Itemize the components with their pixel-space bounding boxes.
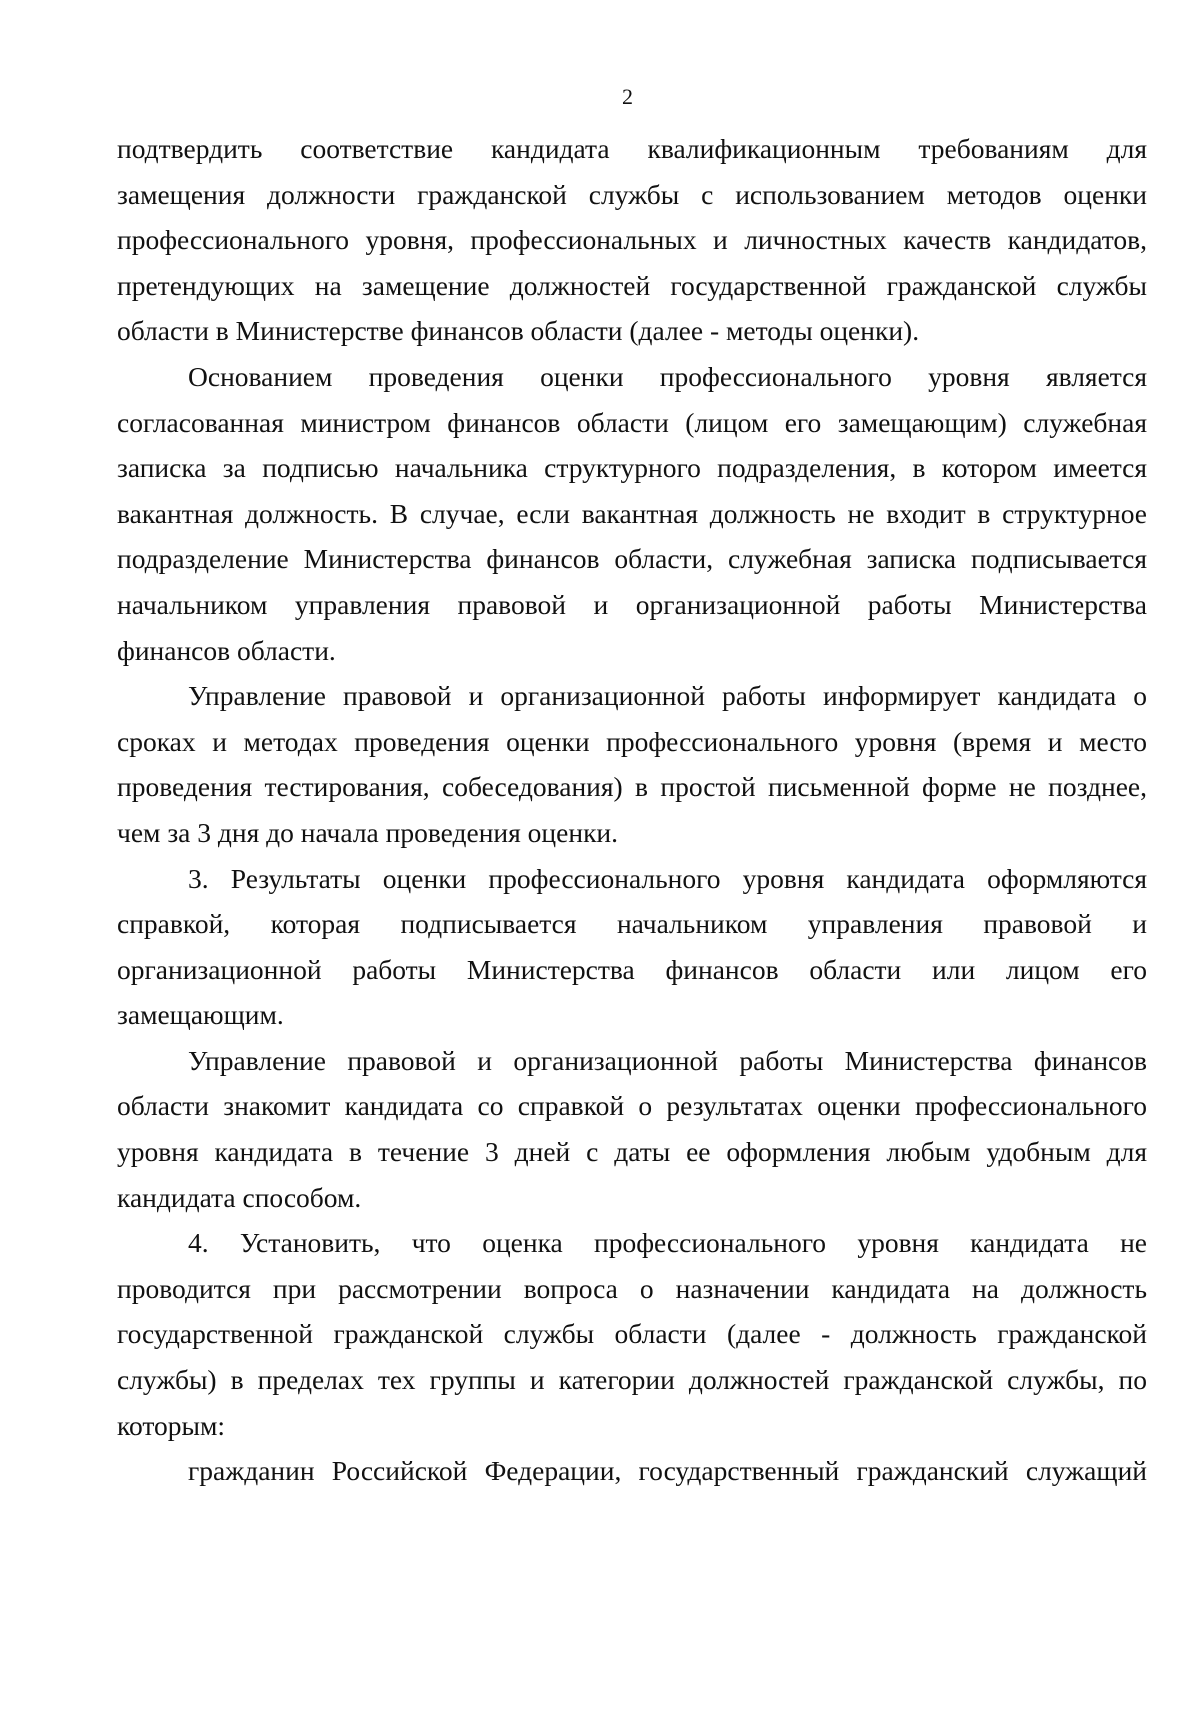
paragraph-continuation: [117, 126, 1147, 354]
paragraph-basis: [117, 354, 1147, 673]
text-line: службы) в пределах тех группы и категории должностей гражданской службы, по: [117, 1364, 1147, 1396]
text-line: финансов области.: [117, 634, 336, 666]
text-line: уровня кандидата в течение 3 дней с даты ее оформления любым удобным для: [117, 1136, 1147, 1168]
text-line: области знакомит кандидата со справкой о результатах оценки профессионального: [117, 1090, 1147, 1122]
text-line: проведения тестирования, собеседования) в простой письменной форме не позднее,: [117, 771, 1147, 803]
text-line: сроках и методах проведения оценки профессионального уровня (время и место: [117, 725, 1147, 757]
text-line: профессионального уровня, профессиональных и личностных качеств кандидатов,: [117, 224, 1147, 256]
text-line: кандидата способом.: [117, 1181, 362, 1213]
text-line: 4. Установить, что оценка профессионального уровня кандидата не: [188, 1227, 1147, 1259]
paragraph-notification: [117, 673, 1147, 855]
text-line: 3. Результаты оценки профессионального уровня кандидата оформляются: [188, 862, 1147, 894]
document-body: [117, 126, 1147, 1494]
text-line: чем за 3 дня до начала проведения оценки.: [117, 816, 619, 848]
paragraph-item-3: [117, 856, 1147, 1038]
paragraph-item-4: [117, 1220, 1147, 1448]
page-number: 2: [622, 84, 633, 109]
text-line: Управление правовой и организационной работы Министерства финансов: [188, 1044, 1147, 1076]
text-line: замещающим.: [117, 999, 284, 1031]
text-line: записка за подписью начальника структурного подразделения, в котором имеется: [117, 452, 1147, 484]
text-line: организационной работы Министерства финансов области или лицом его: [117, 953, 1147, 985]
text-line: гражданин Российской Федерации, государственный гражданский служащий: [188, 1455, 1147, 1487]
paragraph-familiarization: [117, 1038, 1147, 1220]
text-line: Основанием проведения оценки профессионального уровня является: [188, 360, 1147, 392]
text-line: вакантная должность. В случае, если вакантная должность не входит в структурное: [117, 497, 1147, 529]
text-line: начальником управления правовой и организационной работы Министерства: [117, 588, 1147, 620]
text-line: справкой, которая подписывается начальником управления правовой и: [117, 908, 1147, 940]
text-line: подразделение Министерства финансов области, служебная записка подписывается: [117, 543, 1147, 575]
paragraph-citizen: [117, 1448, 1147, 1494]
text-line: проводится при рассмотрении вопроса о назначении кандидата на должность: [117, 1272, 1147, 1304]
text-line: которым:: [117, 1409, 226, 1441]
text-line: претендующих на замещение должностей государственной гражданской службы: [117, 269, 1147, 301]
text-line: согласованная министром финансов области (лицом его замещающим) служебная: [117, 406, 1147, 438]
text-line: подтвердить соответствие кандидата квалификационным требованиям для: [117, 133, 1147, 164]
text-line: замещения должности гражданской службы с использованием методов оценки: [117, 178, 1147, 210]
text-line: государственной гражданской службы области (далее - должность гражданской: [117, 1318, 1147, 1350]
text-line: области в Министерстве финансов области (далее - методы оценки).: [117, 315, 920, 347]
text-line: Управление правовой и организационной работы информирует кандидата о: [188, 680, 1147, 712]
